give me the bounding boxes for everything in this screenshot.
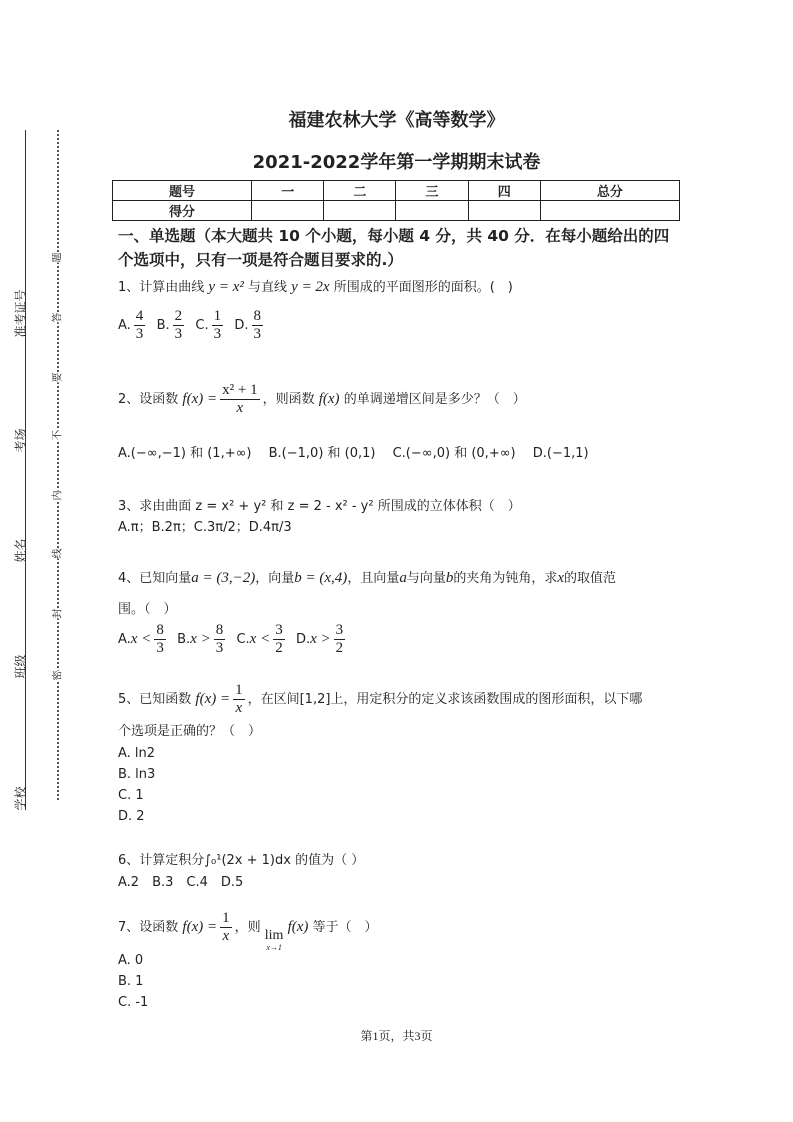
option: A. ln2 (118, 746, 156, 761)
math: f(x) = (182, 919, 218, 935)
name-label: 姓名 (13, 538, 28, 563)
q-text: 的取值范 (564, 571, 617, 586)
question-4-cont: 围。（ ） (118, 602, 177, 617)
q-text: 的单调递增区间是多少？（ ） (343, 392, 526, 407)
q-text: 5、已知函数 (118, 692, 192, 707)
limit: lim x→1 (264, 928, 284, 952)
option: C. -1 (118, 995, 149, 1010)
math: f(x) (318, 391, 340, 407)
exam-title: 福建农林大学《高等数学》 (288, 110, 505, 131)
question-2-options: A.(−∞,−1) 和 (1,+∞) B.(−1,0) 和 (0,1) C.(−∞,0) 和 (0,+∞) D.(−1,1) (118, 446, 589, 461)
question-1-options (118, 308, 266, 343)
score-cell[interactable] (396, 201, 468, 221)
q-text: 等于（ ） (312, 920, 378, 935)
table-header: 二 (324, 181, 396, 201)
school-label: 学校 (13, 786, 28, 811)
q-text: 的夹角为钝角，求 (453, 571, 558, 586)
seal-dotted-line (57, 130, 59, 800)
exam-subtitle: 2021-2022学年第一学期期末试卷 (252, 152, 541, 173)
question-6: 6、计算定积分∫₀¹(2x + 1)dx 的值为（ ） (118, 853, 365, 868)
fraction: $\frac{8}{3}$ (215, 622, 224, 656)
question-7 (118, 910, 378, 952)
q-text: 1、计算由曲线 (118, 280, 205, 295)
q-text: ，且向量 (347, 571, 400, 586)
option: C. 1 (118, 788, 144, 803)
seal-char: 内 (49, 491, 64, 501)
score-cell[interactable] (468, 201, 540, 221)
option-label: A. (118, 318, 131, 333)
math: f(x) = (195, 691, 231, 707)
fraction: $\frac{8}{3}$ (156, 622, 164, 656)
option: B. 1 (118, 974, 144, 989)
table-header: 一 (252, 181, 324, 201)
section-heading: 一、单选题（本大题共 10 个小题，每小题 4 分，共 40 分．在每小题给出的四 (118, 227, 670, 245)
fraction: $\frac{8}{3}$ (253, 308, 262, 342)
math: a (399, 570, 407, 586)
seal-char: 线 (49, 549, 64, 559)
fraction: $\frac{4}{3}$ (135, 308, 144, 342)
math: b = (x,4) (294, 570, 348, 586)
exam-id-label: 准考证号 (13, 289, 28, 338)
option-label: B. (156, 318, 170, 333)
fraction: $\frac{1}{x}$ (222, 910, 230, 944)
q-text: 与向量 (406, 571, 446, 586)
option-label: C. (195, 318, 209, 333)
table-header: 三 (396, 181, 468, 201)
option: A. 0 (118, 953, 144, 968)
seal-char: 封 (49, 609, 64, 619)
question-4-options: A.x < $\frac{8}{3}$ B.x > $\frac{8}{3}$ C.x < $\frac{3}{2}$ D.x > $\frac{3}{2}$ (118, 622, 344, 656)
seal-char: 密 (49, 671, 64, 681)
q-text: ，则 (234, 920, 261, 935)
question-5 (118, 682, 642, 717)
math: f(x) (287, 919, 309, 935)
q-text: 7、设函数 (118, 920, 179, 935)
q-text: 与直线 (248, 280, 288, 295)
score-row-label: 得分 (113, 201, 252, 221)
q-text: ，则函数 (262, 392, 315, 407)
math: y = 2x (291, 279, 330, 295)
seal-char: 题 (49, 253, 64, 263)
page-footer: 第1页，共3页 (360, 1029, 433, 1043)
table-header: 总分 (540, 181, 679, 201)
fraction: $\frac{3}{2}$ (275, 622, 283, 656)
exam-room-label: 考场 (13, 428, 28, 453)
question-6-options: A.2 B.3 C.4 D.5 (118, 875, 244, 890)
q-text: 所围成的平面图形的面积。( ) (333, 280, 513, 295)
option-label: D. (234, 318, 249, 333)
seal-char: 答 (49, 313, 64, 323)
math: f(x) = (182, 391, 218, 407)
math: b (445, 570, 454, 586)
option: D. 2 (118, 809, 145, 824)
score-table (112, 180, 680, 221)
fraction: $\frac{2}{3}$ (174, 308, 183, 342)
question-5-cont: 个选项是正确的？（ ） (118, 724, 262, 739)
math: x (557, 570, 565, 586)
table-header: 题号 (113, 181, 252, 201)
fraction: $\frac{1}{x}$ (235, 682, 243, 716)
score-cell[interactable] (540, 201, 679, 221)
fill-in-line (25, 130, 26, 810)
math: y = x² (208, 279, 244, 295)
math: a = (3,−2) (191, 570, 256, 586)
fraction: $\frac{1}{3}$ (213, 308, 222, 342)
section-heading-cont: 个选项中，只有一项是符合题目要求的.） (118, 251, 403, 269)
seal-char: 要 (49, 373, 64, 383)
question-4 (118, 567, 616, 587)
score-cell[interactable] (324, 201, 396, 221)
q-text: ，在区间[1,2]上，用定积分的定义求该函数围成的图形面积，以下哪 (247, 692, 643, 707)
q-text: 4、已知向量 (118, 571, 192, 586)
question-3: 3、求由曲面 z = x² + y² 和 z = 2 - x² - y² 所围成的立体体积（ ） (118, 499, 521, 514)
class-label: 班级 (13, 654, 28, 679)
q-text: ，向量 (255, 571, 295, 586)
fraction: $\frac{3}{2}$ (335, 622, 344, 656)
table-header: 四 (468, 181, 540, 201)
question-2 (118, 382, 526, 417)
fraction: $\frac{\text{x² + 1}}{x}$ (222, 382, 258, 416)
question-3-options: A.π；B.2π；C.3π/2；D.4π/3 (118, 520, 292, 535)
score-cell[interactable] (252, 201, 324, 221)
seal-char: 不 (49, 431, 64, 441)
option: B. ln3 (118, 767, 156, 782)
q-text: 2、设函数 (118, 392, 179, 407)
question-1 (118, 276, 513, 296)
